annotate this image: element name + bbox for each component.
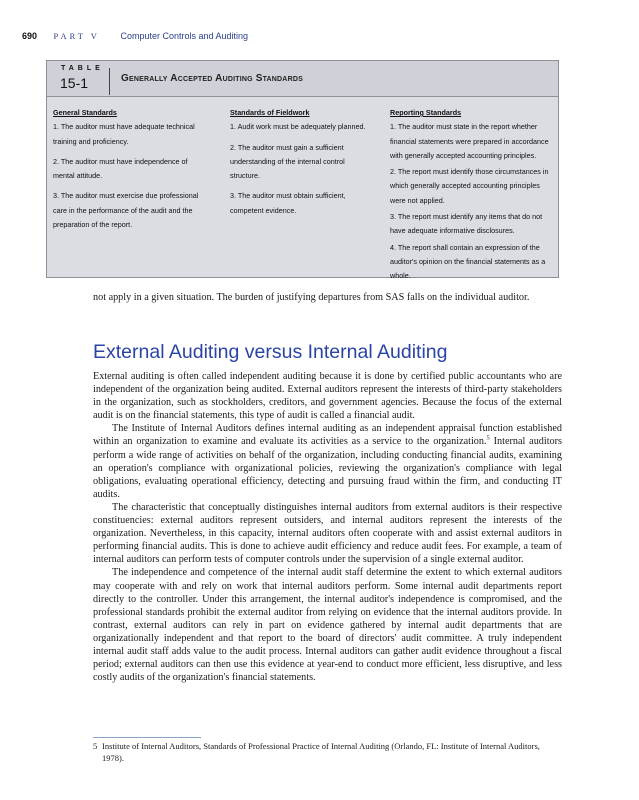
section-heading: External Auditing versus Internal Auditing (93, 341, 448, 363)
table-item: 3. The auditor must obtain sufficient, competent evidence. (230, 191, 346, 215)
table-item: 1. The auditor must state in the report whether financial statements were prepared in accordance with generally accepted accounting principles. (390, 122, 549, 160)
table-divider (109, 68, 110, 95)
table-number: 15-1 (60, 75, 89, 91)
table-item: 4. The report shall contain an expression of the auditor's opinion on the financial statements as a whole. (390, 242, 546, 281)
table-column-general (53, 106, 208, 232)
table-label: TABLE (61, 65, 104, 72)
table-item: 3. The report must identify any items that do not have adequate informative disclosures. (390, 212, 543, 236)
table-item: 2. The auditor must gain a sufficient understanding of the internal control structure. (230, 142, 345, 181)
section-body (93, 370, 562, 684)
paragraph (93, 422, 562, 501)
table-item: 3. The auditor must exercise due professional care in the performance of the audit and the preparation of the report. (53, 191, 199, 230)
table-item: 2. The auditor must have independence of mental attitude. (53, 156, 188, 181)
chapter-title: Computer Controls and Auditing (120, 31, 249, 41)
paragraph-text: Internal auditors perform a wide range of activities on behalf of the organization, including conducting financial audits, examining an operation's compliance with organizational policies, reviewing the organization's compliance with legal obligations, evaluating operational efficiency, detecting and pursuing fraud within the firm, and conducting IT audits. (93, 436, 563, 500)
footnote-marker[interactable]: 5 (486, 435, 490, 443)
paragraph: not apply in a given situation. The burden of justifying departures from SAS falls on the individual auditor. (93, 292, 530, 303)
column-heading: Standards of Fieldwork (230, 108, 310, 117)
paragraph: External auditing is often called independent auditing because it is done by certified public accountants who are independent of the organization being audited. External auditors represent the interests of third-party stakeholders in the organization, such as stockholders, creditors, and government agencies. Because the focus of the external audit is on the financial statements, this type of audit is called a financial audit. (93, 371, 562, 422)
standards-table (46, 60, 559, 281)
part-label: PART V (53, 31, 100, 41)
footnote-text: Institute of Internal Auditors, Standards of Professional Practice of Internal Auditing (Orlando, FL: Institute of Internal Auditors, 1978). (102, 741, 540, 763)
column-heading: Reporting Standards (390, 108, 462, 117)
table-header (47, 61, 558, 97)
table-item: 1. Audit work must be adequately planned. (230, 122, 366, 132)
footnote-number: 5 (93, 741, 98, 751)
footnote (93, 741, 562, 764)
continuation-paragraph (93, 291, 562, 304)
table-item: 2. The report must identify those circumstances in which generally accepted accounting principles were not applied. (390, 167, 549, 205)
table-title: Generally Accepted Auditing Standards (121, 73, 303, 84)
page-number: 690 (22, 31, 38, 41)
table-item: 1. The auditor must have adequate technical training and proficiency. (53, 122, 195, 146)
footnote-rule (93, 737, 201, 738)
running-head (22, 31, 248, 41)
paragraph: The characteristic that conceptually distinguishes internal auditors from external auditors is their respective constituencies: external auditors represent outsiders, and internal auditors represent the interests of the organization. Nevertheless, in this capacity, internal auditors often cooperate with and assist external auditors in performing financial audits. This is done to achieve audit efficiency and reduce audit fees. For example, a team of internal auditors can perform tests of computer controls under the supervision of a single external auditor. (93, 501, 562, 566)
table-column-fieldwork (230, 106, 375, 218)
paragraph: The independence and competence of the internal audit staff determine the extent to which external auditors may cooperate with and rely on work that internal auditors perform. Some internal audit departments report directly to the controller. Under this arrangement, the internal auditor's independence is compromised, and the professional standards prohibit the external auditor from relying on evidence that the internal auditors provide. In contrast, external auditors can rely in part on evidence gathered by internal audit departments that are organizationally independent and that report to the board of directors' audit committee. A truly independent internal audit staff adds value to the audit process. Internal auditors can gather audit evidence throughout a fiscal period; external auditors can then use this evidence at year-end to conduct more efficient, less disruptive, and less costly audits of the organization's financial statements. (93, 567, 562, 684)
table-column-reporting (390, 106, 555, 284)
column-heading: General Standards (53, 108, 117, 117)
paragraph-text: The Institute of Internal Auditors defines internal auditing as an independent appraisal function established within an organization to examine and evaluate its activities as a service to the organization. (93, 423, 562, 448)
